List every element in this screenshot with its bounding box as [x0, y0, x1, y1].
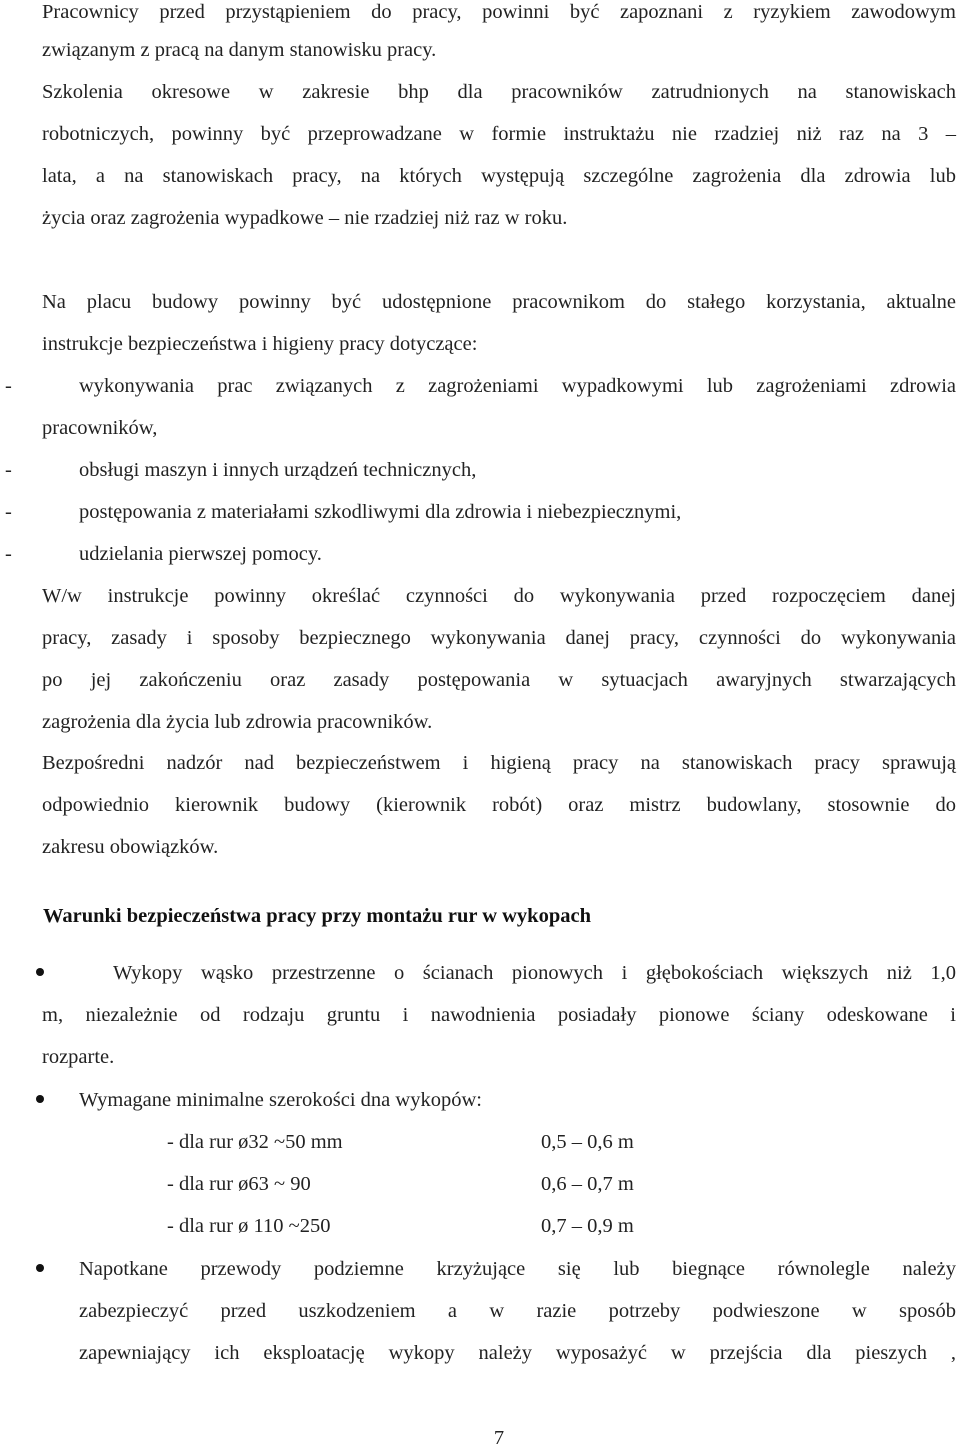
- bullet-item-line: Wymagane minimalne szerokości dna wykopów:: [79, 1089, 482, 1111]
- paragraph-line: Na placu budowy powinny być udostępnione pracownikom do stałego korzystania, aktualne: [42, 291, 956, 313]
- paragraph-line: zakresu obowiązków.: [42, 836, 219, 858]
- list-item: udzielania pierwszej pomocy.: [79, 543, 322, 565]
- bullet-item-line: Wykopy wąsko przestrzenne o ścianach pionowych i głębokościach większych niż 1,0: [113, 962, 956, 984]
- paragraph-line: instrukcje bezpieczeństwa i higieny pracy dotyczące:: [42, 333, 478, 355]
- bullet-icon: [36, 968, 44, 976]
- bullet-item-line: zapewniający ich eksploatację wykopy należy wyposażyć w przejścia dla pieszych ,: [79, 1342, 956, 1364]
- pipe-diameter-label: - dla rur ø63 ~ 90: [167, 1173, 311, 1195]
- paragraph-line: lata, a na stanowiskach pracy, na których występują szczególne zagrożenia dla zdrowia lub: [42, 165, 956, 187]
- bullet-item-line: zabezpieczyć przed uszkodzeniem a w razie potrzeby podwieszone w sposób: [79, 1300, 956, 1322]
- paragraph-line: Bezpośredni nadzór nad bezpieczeństwem i higieną pracy na stanowiskach pracy sprawują: [42, 752, 956, 774]
- bullet-item-line: rozparte.: [42, 1046, 115, 1068]
- paragraph-line: związanym z pracą na danym stanowisku pracy.: [42, 39, 437, 61]
- list-dash-marker: -: [5, 375, 12, 397]
- trench-width-value: 0,7 – 0,9 m: [541, 1215, 634, 1237]
- paragraph-line: Pracownicy przed przystąpieniem do pracy, powinni być zapoznani z ryzykiem zawodowym: [42, 1, 956, 23]
- section-heading: Warunki bezpieczeństwa pracy przy montażu rur w wykopach: [43, 905, 591, 927]
- bullet-icon: [36, 1095, 44, 1103]
- trench-width-value: 0,6 – 0,7 m: [541, 1173, 634, 1195]
- paragraph-line: robotniczych, powinny być przeprowadzane w formie instruktażu nie rzadziej niż raz na 3 –: [42, 123, 956, 145]
- page-number: 7: [493, 1427, 505, 1449]
- trench-width-value: 0,5 – 0,6 m: [541, 1131, 634, 1153]
- pipe-diameter-label: - dla rur ø 110 ~250: [167, 1215, 331, 1237]
- list-item-continuation: pracowników,: [42, 417, 158, 439]
- paragraph-line: zagrożenia dla życia lub zdrowia pracowników.: [42, 711, 433, 733]
- list-dash-marker: -: [5, 459, 12, 481]
- list-item: wykonywania prac związanych z zagrożeniami wypadkowymi lub zagrożeniami zdrowia: [79, 375, 956, 397]
- paragraph-line: po jej zakończeniu oraz zasady postępowania w sytuacjach awaryjnych stwarzających: [42, 669, 956, 691]
- paragraph-line: Szkolenia okresowe w zakresie bhp dla pracowników zatrudnionych na stanowiskach: [42, 81, 956, 103]
- bullet-item-line: Napotkane przewody podziemne krzyżujące się lub biegnące równolegle należy: [79, 1258, 956, 1280]
- list-dash-marker: -: [5, 501, 12, 523]
- list-dash-marker: -: [5, 543, 12, 565]
- paragraph-line: odpowiednio kierownik budowy (kierownik robót) oraz mistrz budowlany, stosownie do: [42, 794, 956, 816]
- bullet-icon: [36, 1264, 44, 1272]
- bullet-item-line: m, niezależnie od rodzaju gruntu i nawodnienia posiadały pionowe ściany odeskowane i: [42, 1004, 956, 1026]
- list-item: postępowania z materiałami szkodliwymi dla zdrowia i niebezpiecznymi,: [79, 501, 682, 523]
- list-item: obsługi maszyn i innych urządzeń technicznych,: [79, 459, 477, 481]
- pipe-diameter-label: - dla rur ø32 ~50 mm: [167, 1131, 343, 1153]
- paragraph-line: W/w instrukcje powinny określać czynności do wykonywania przed rozpoczęciem danej: [42, 585, 956, 607]
- paragraph-line: pracy, zasady i sposoby bezpiecznego wykonywania danej pracy, czynności do wykonywania: [42, 627, 956, 649]
- paragraph-line: życia oraz zagrożenia wypadkowe – nie rzadziej niż raz w roku.: [42, 207, 568, 229]
